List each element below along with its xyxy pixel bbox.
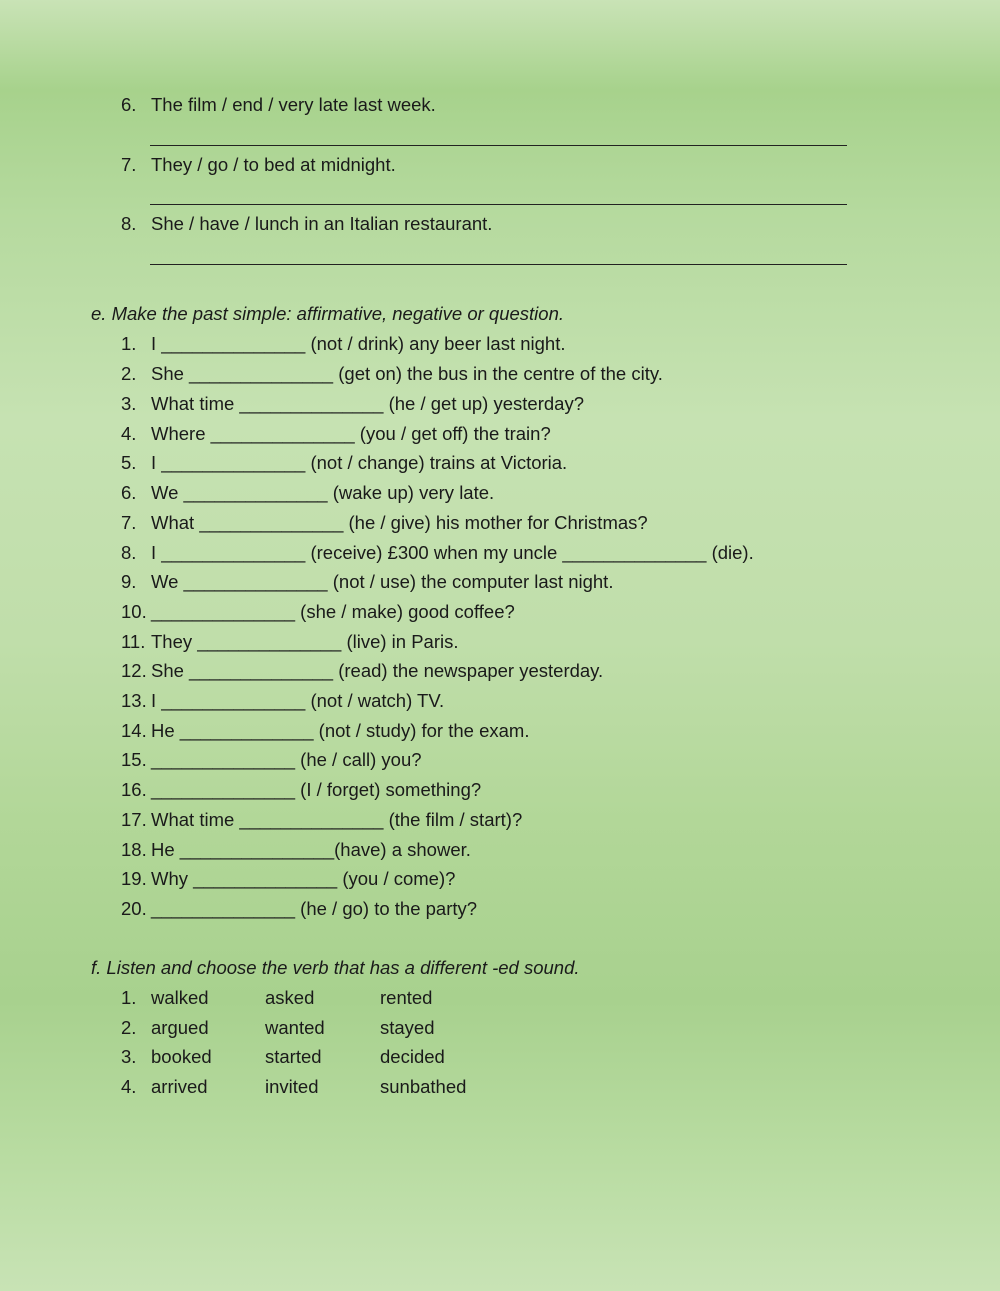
item-text[interactable]: What ______________ (he / give) his mother for Christmas?: [151, 512, 648, 533]
item-number: 8.: [121, 213, 137, 234]
item-number: 1.: [121, 333, 137, 354]
section-f-heading: f. Listen and choose the verb that has a different -ed sound.: [91, 957, 580, 978]
verb-option[interactable]: sunbathed: [380, 1076, 467, 1097]
item-number: 3.: [121, 1046, 137, 1067]
verb-option[interactable]: booked: [151, 1046, 212, 1067]
item-text[interactable]: He _______________(have) a shower.: [151, 839, 471, 860]
item-number: 7.: [121, 154, 137, 175]
answer-line[interactable]: [150, 145, 847, 146]
item-text[interactable]: I ______________ (receive) £300 when my uncle ______________ (die).: [151, 542, 754, 563]
item-text[interactable]: ______________ (she / make) good coffee?: [151, 601, 515, 622]
item-number: 16.: [121, 779, 147, 800]
item-number: 12.: [121, 660, 147, 681]
item-text[interactable]: ______________ (he / call) you?: [151, 749, 422, 770]
section-e-heading: e. Make the past simple: affirmative, negative or question.: [91, 303, 565, 324]
item-number: 8.: [121, 542, 137, 563]
verb-option[interactable]: asked: [265, 987, 315, 1008]
item-text[interactable]: She ______________ (read) the newspaper yesterday.: [151, 660, 604, 681]
verb-option[interactable]: arrived: [151, 1076, 208, 1097]
item-number: 17.: [121, 809, 147, 830]
item-text[interactable]: I ______________ (not / watch) TV.: [151, 690, 445, 711]
verb-option[interactable]: invited: [265, 1076, 319, 1097]
item-number: 3.: [121, 393, 137, 414]
item-number: 14.: [121, 720, 147, 741]
verb-option[interactable]: decided: [380, 1046, 445, 1067]
item-text[interactable]: ______________ (I / forget) something?: [151, 779, 482, 800]
item-number: 10.: [121, 601, 147, 622]
answer-line[interactable]: [150, 264, 847, 265]
item-number: 2.: [121, 363, 137, 384]
item-number: 19.: [121, 868, 147, 889]
item-text[interactable]: He _____________ (not / study) for the exam.: [151, 720, 530, 741]
item-text[interactable]: What time ______________ (the film / start)?: [151, 809, 523, 830]
answer-line[interactable]: [150, 204, 847, 205]
item-text[interactable]: We ______________ (not / use) the computer last night.: [151, 571, 614, 592]
item-number: 15.: [121, 749, 147, 770]
item-text[interactable]: We ______________ (wake up) very late.: [151, 482, 495, 503]
item-text[interactable]: Why ______________ (you / come)?: [151, 868, 456, 889]
verb-option[interactable]: wanted: [265, 1017, 325, 1038]
item-text: They / go / to bed at midnight.: [151, 154, 396, 175]
item-text[interactable]: I ______________ (not / change) trains at Victoria.: [151, 452, 568, 473]
item-number: 4.: [121, 1076, 137, 1097]
item-text[interactable]: They ______________ (live) in Paris.: [151, 631, 459, 652]
verb-option[interactable]: argued: [151, 1017, 209, 1038]
item-number: 2.: [121, 1017, 137, 1038]
item-number: 6.: [121, 482, 137, 503]
item-text[interactable]: I ______________ (not / drink) any beer last night.: [151, 333, 566, 354]
item-number: 6.: [121, 94, 137, 115]
verb-option[interactable]: started: [265, 1046, 322, 1067]
item-number: 4.: [121, 423, 137, 444]
item-number: 13.: [121, 690, 147, 711]
item-text[interactable]: Where ______________ (you / get off) the train?: [151, 423, 551, 444]
item-number: 9.: [121, 571, 137, 592]
item-number: 20.: [121, 898, 147, 919]
verb-option[interactable]: rented: [380, 987, 433, 1008]
item-text: The film / end / very late last week.: [151, 94, 436, 115]
item-number: 1.: [121, 987, 137, 1008]
item-text[interactable]: What time ______________ (he / get up) yesterday?: [151, 393, 584, 414]
verb-option[interactable]: stayed: [380, 1017, 435, 1038]
verb-option[interactable]: walked: [151, 987, 209, 1008]
item-number: 11.: [121, 631, 146, 652]
item-number: 5.: [121, 452, 137, 473]
item-text[interactable]: She ______________ (get on) the bus in the centre of the city.: [151, 363, 663, 384]
item-number: 7.: [121, 512, 137, 533]
item-text[interactable]: ______________ (he / go) to the party?: [151, 898, 478, 919]
item-text: She / have / lunch in an Italian restaurant.: [151, 213, 493, 234]
item-number: 18.: [121, 839, 147, 860]
